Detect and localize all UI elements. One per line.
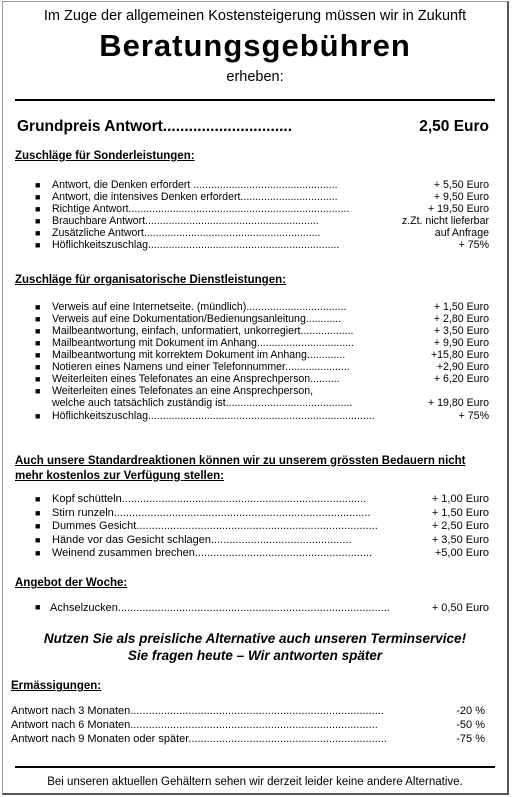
list-item — [35, 547, 489, 561]
bullet-icon: ■ — [35, 362, 41, 372]
list-item — [35, 410, 489, 422]
item-label: Verweis auf eine Dokumentation/Bedienungsanleitung............ — [52, 313, 342, 325]
bullet-icon: ■ — [35, 534, 41, 545]
item-price: -50 % — [456, 719, 485, 731]
offer-heading: Angebot der Woche: — [15, 577, 128, 589]
list-item — [35, 179, 489, 191]
item-price: + 75% — [458, 239, 489, 251]
list-item — [35, 373, 489, 385]
item-price: + 3,50 Euro — [431, 533, 489, 546]
item-price: +5,00 Euro — [434, 547, 489, 559]
bullet-icon: ■ — [35, 411, 41, 421]
list-item — [35, 301, 489, 313]
standard-heading-line2: mehr kostenlos zur Verfügung stellen: — [15, 470, 224, 482]
list-item — [35, 507, 489, 521]
basic-price-value: 2,50 Euro — [419, 118, 489, 135]
item-price: + 6,20 Euro — [433, 373, 489, 385]
item-label: Achselzucken......................................................................................... — [50, 602, 390, 614]
item-price: + 1,50 Euro — [431, 506, 489, 519]
list-item — [35, 337, 489, 349]
list-item — [35, 203, 489, 215]
list-item — [35, 325, 489, 337]
list-item — [35, 385, 489, 410]
bullet-icon: ■ — [35, 521, 41, 531]
item-label: Weinend zusammen brechen.......................................................... — [52, 547, 373, 559]
offer-item — [35, 602, 489, 615]
bullet-icon: ■ — [35, 326, 41, 336]
item-price: -20 % — [456, 705, 485, 717]
bullet-icon: ■ — [35, 228, 41, 238]
bullet-icon: ■ — [35, 216, 41, 226]
item-label: Antwort nach 3 Monaten................................................................................... — [11, 705, 384, 717]
bullet-icon: ■ — [35, 494, 41, 504]
organisational-heading: Zuschläge für organisatorische Dienstleistungen: — [15, 274, 286, 286]
list-item — [11, 718, 485, 732]
item-price: + 9,90 Euro — [433, 337, 489, 349]
bullet-icon: ■ — [35, 507, 41, 518]
bullet-icon: ■ — [35, 338, 41, 348]
subtitle-text: erheben: — [226, 69, 284, 85]
standard-list — [35, 493, 489, 561]
list-item — [11, 704, 485, 718]
list-item — [35, 361, 489, 373]
bullet-icon: ■ — [35, 240, 41, 250]
page-title: Beratungsgebühren — [99, 28, 411, 63]
bullet-icon: ■ — [35, 204, 41, 214]
item-label: Brauchbare Antwort........................................................... — [52, 215, 319, 227]
item-price: + 75% — [458, 410, 489, 422]
top-divider — [15, 99, 495, 101]
item-price: + 2,80 Euro — [433, 313, 489, 325]
list-item — [35, 520, 489, 534]
footer-text: Bei unseren aktuellen Gehältern sehen wir derzeit leider keine andere Alternative. — [47, 776, 463, 788]
item-price: + 5,50 Euro — [433, 179, 489, 191]
list-item — [35, 227, 489, 239]
item-label: Weiterleiten eines Telefonates an eine Ansprechperson.......... — [52, 373, 340, 385]
bullet-icon: ■ — [35, 350, 41, 360]
item-label: Mailbeantwortung, einfach, unformatiert, unkorregiert.................. — [52, 325, 354, 337]
item-price: auf Anfrage — [434, 227, 489, 239]
special-list — [35, 179, 489, 251]
organisational-list — [35, 301, 489, 422]
item-label: Mailbeantwortung mit korrektem Dokument im Anhang............. — [52, 349, 346, 361]
list-item — [35, 313, 489, 325]
item-label: Weiterleiten eines Telefonates an eine Ansprechperson, — [52, 385, 314, 397]
discounts-list — [11, 704, 485, 746]
item-price: + 2,50 Euro — [431, 520, 489, 532]
item-price: +15,80 Euro — [430, 349, 489, 361]
item-label-continued: welche auch tatsächlich zuständig ist........................................... — [52, 397, 353, 409]
list-item — [35, 239, 489, 251]
item-label: Höflichkeitszuschlag............................................................................. — [52, 410, 375, 422]
bottom-divider — [15, 766, 495, 768]
item-label: Mailbeantwortung mit Dokument im Anhang................................. — [52, 337, 355, 349]
promo-line2: Sie fragen heute – Wir antworten später — [127, 648, 383, 663]
bullet-icon: ■ — [35, 180, 41, 190]
item-label: Stirn runzeln.................................................................................... — [52, 506, 371, 519]
bullet-icon: ■ — [35, 192, 41, 202]
item-label: Antwort nach 9 Monaten oder später................................................................. — [11, 733, 387, 745]
bullet-icon: ■ — [35, 602, 41, 612]
list-item — [35, 493, 489, 507]
item-price: + 3,50 Euro — [433, 325, 489, 337]
bullet-icon: ■ — [35, 374, 41, 384]
item-price: + 1,50 Euro — [433, 301, 489, 313]
bullet-icon: ■ — [35, 314, 41, 324]
item-price: -75 % — [456, 733, 485, 745]
item-label: Zusätzliche Antwort............................................................ — [52, 227, 321, 239]
item-price: + 19,80 Euro — [428, 397, 489, 409]
list-item — [35, 349, 489, 361]
document-page — [2, 1, 509, 795]
list-item — [11, 732, 485, 746]
item-price: + 19,50 Euro — [428, 203, 489, 215]
bullet-icon: ■ — [35, 302, 41, 312]
item-price: + 1,00 Euro — [431, 493, 489, 505]
item-label: Kopf schütteln................................................................................ — [52, 493, 367, 505]
bullet-icon: ■ — [35, 386, 41, 396]
item-price: + 9,50 Euro — [433, 191, 489, 203]
discounts-heading: Ermässigungen: — [11, 680, 102, 692]
item-label: Dummes Gesicht............................................................................... — [52, 520, 378, 532]
item-label: Notieren eines Namens und einer Telefonnummer...................... — [52, 361, 350, 373]
item-label: Antwort, die Denken erfordert ................................................. — [52, 179, 338, 191]
promo-line1: Nutzen Sie als preisliche Alternative auch unseren Terminservice! — [43, 631, 467, 646]
list-item — [35, 534, 489, 548]
item-label: Verweis auf eine Internetseite. (mündlich).................................. — [52, 301, 347, 313]
list-item — [35, 191, 489, 203]
item-price: + 0,50 Euro — [431, 602, 489, 614]
item-label: Hände vor das Gesicht schlagen.............................................. — [52, 533, 352, 546]
item-label: Antwort, die intensives Denken erfordert................................. — [52, 191, 338, 203]
standard-heading-line1: Auch unsere Standardreaktionen können wir zu unserem grössten Bedauern nicht — [15, 455, 466, 467]
item-label: Richtige Antwort........................................................................... — [52, 203, 350, 215]
intro-text: Im Zuge der allgemeinen Kostensteigerung müssen wir in Zukunft — [43, 8, 467, 24]
basic-price-label: Grundpreis Antwort.............................. — [17, 118, 293, 135]
item-price: z.Zt. nicht lieferbar — [401, 215, 489, 227]
item-label: Antwort nach 6 Monaten................................................................................. — [11, 719, 378, 731]
bullet-icon: ■ — [35, 548, 41, 558]
item-label: Höflichkeitszuschlag................................................................. — [52, 239, 340, 251]
special-heading: Zuschläge für Sonderleistungen: — [15, 150, 195, 162]
item-price: +2,90 Euro — [436, 361, 489, 373]
list-item — [35, 215, 489, 227]
